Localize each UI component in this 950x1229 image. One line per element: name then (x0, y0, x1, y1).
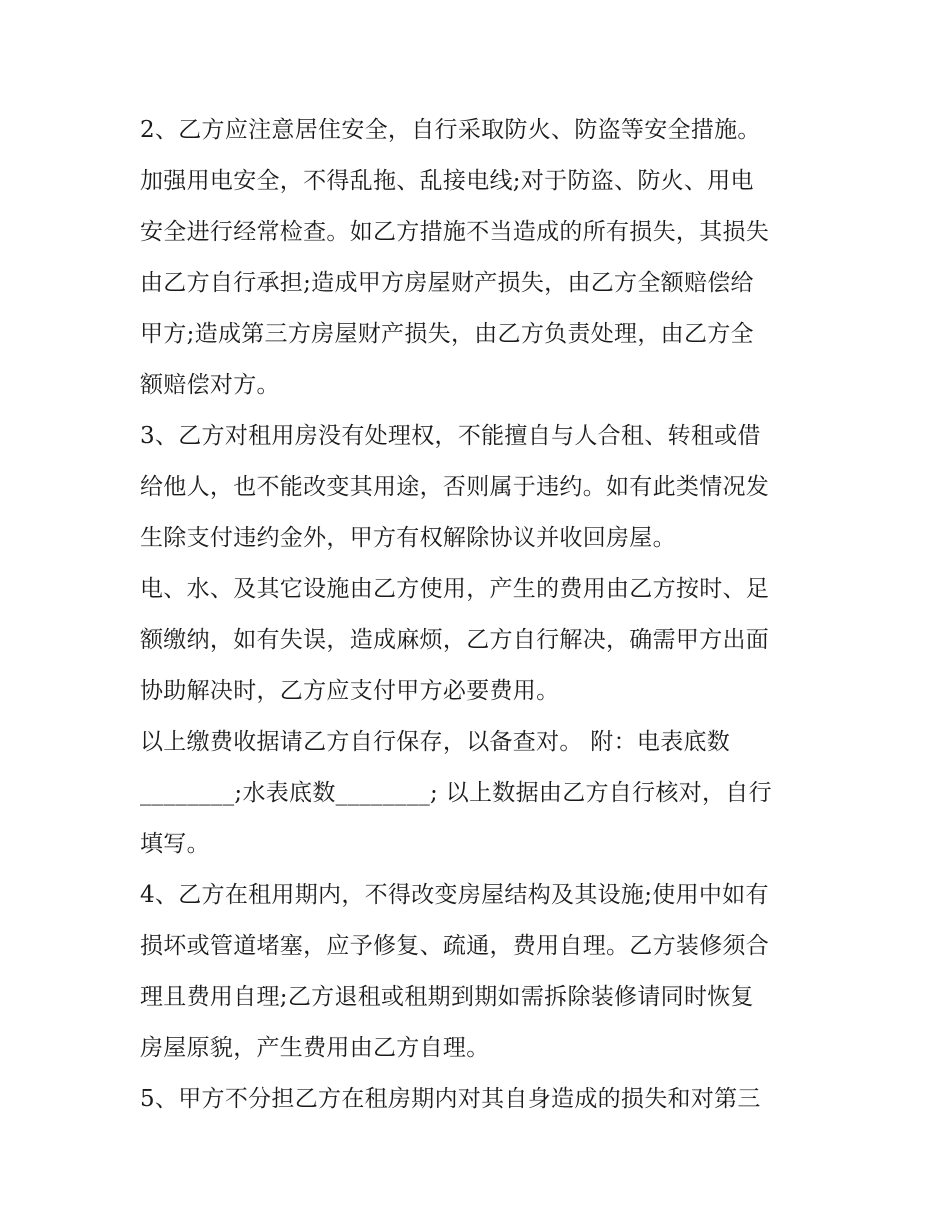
text-line: 填写。 (140, 831, 210, 857)
text-line: 由乙方自行承担;造成甲方房屋财产损失，由乙方全额赔偿给 (140, 270, 754, 296)
text-line: 生除支付违约金外，甲方有权解除协议并收回房屋。 (140, 525, 676, 551)
text-line: 协助解决时，乙方应支付甲方必要费用。 (140, 678, 560, 704)
text-line: 3、乙方对租用房没有处理权，不能擅自与人合租、转租或借 (140, 423, 761, 449)
text-line: 损坏或管道堵塞，应予修复、疏通，费用自理。乙方装修须合 (140, 933, 770, 959)
text-line: 4、乙方在租用期内，不得改变房屋结构及其设施;使用中如有 (140, 882, 769, 908)
text-line: 加强用电安全，不得乱拖、乱接电线;对于防盗、防火、用电 (140, 168, 754, 194)
text-line: 安全进行经常检查。如乙方措施不当造成的所有损失，其损失 (140, 219, 770, 245)
text-line: 给他人，也不能改变其用途，否则属于违约。如有此类情况发 (140, 474, 770, 500)
contract-text-body (140, 105, 820, 1125)
text-line: ________;水表底数________; 以上数据由乙方自行核对，自行 (140, 780, 772, 806)
text-line: 5、甲方不分担乙方在租房期内对其自身造成的损失和对第三 (140, 1086, 761, 1112)
text-line: 以上缴费收据请乙方自行保存，以备查对。 附：电表底数 (140, 729, 731, 755)
text-line: 2、乙方应注意居住安全，自行采取防火、防盗等安全措施。 (140, 117, 761, 143)
text-line: 额缴纳，如有失误，造成麻烦，乙方自行解决，确需甲方出面 (140, 627, 770, 653)
text-line: 理且费用自理;乙方退租或租期到期如需拆除装修请同时恢复 (140, 984, 754, 1010)
text-line: 房屋原貌，产生费用由乙方自理。 (140, 1035, 490, 1061)
text-line: 额赔偿对方。 (140, 372, 280, 398)
text-line: 电、水、及其它设施由乙方使用，产生的费用由乙方按时、足 (140, 576, 770, 602)
text-line: 甲方;造成第三方房屋财产损失，由乙方负责处理，由乙方全 (140, 321, 754, 347)
